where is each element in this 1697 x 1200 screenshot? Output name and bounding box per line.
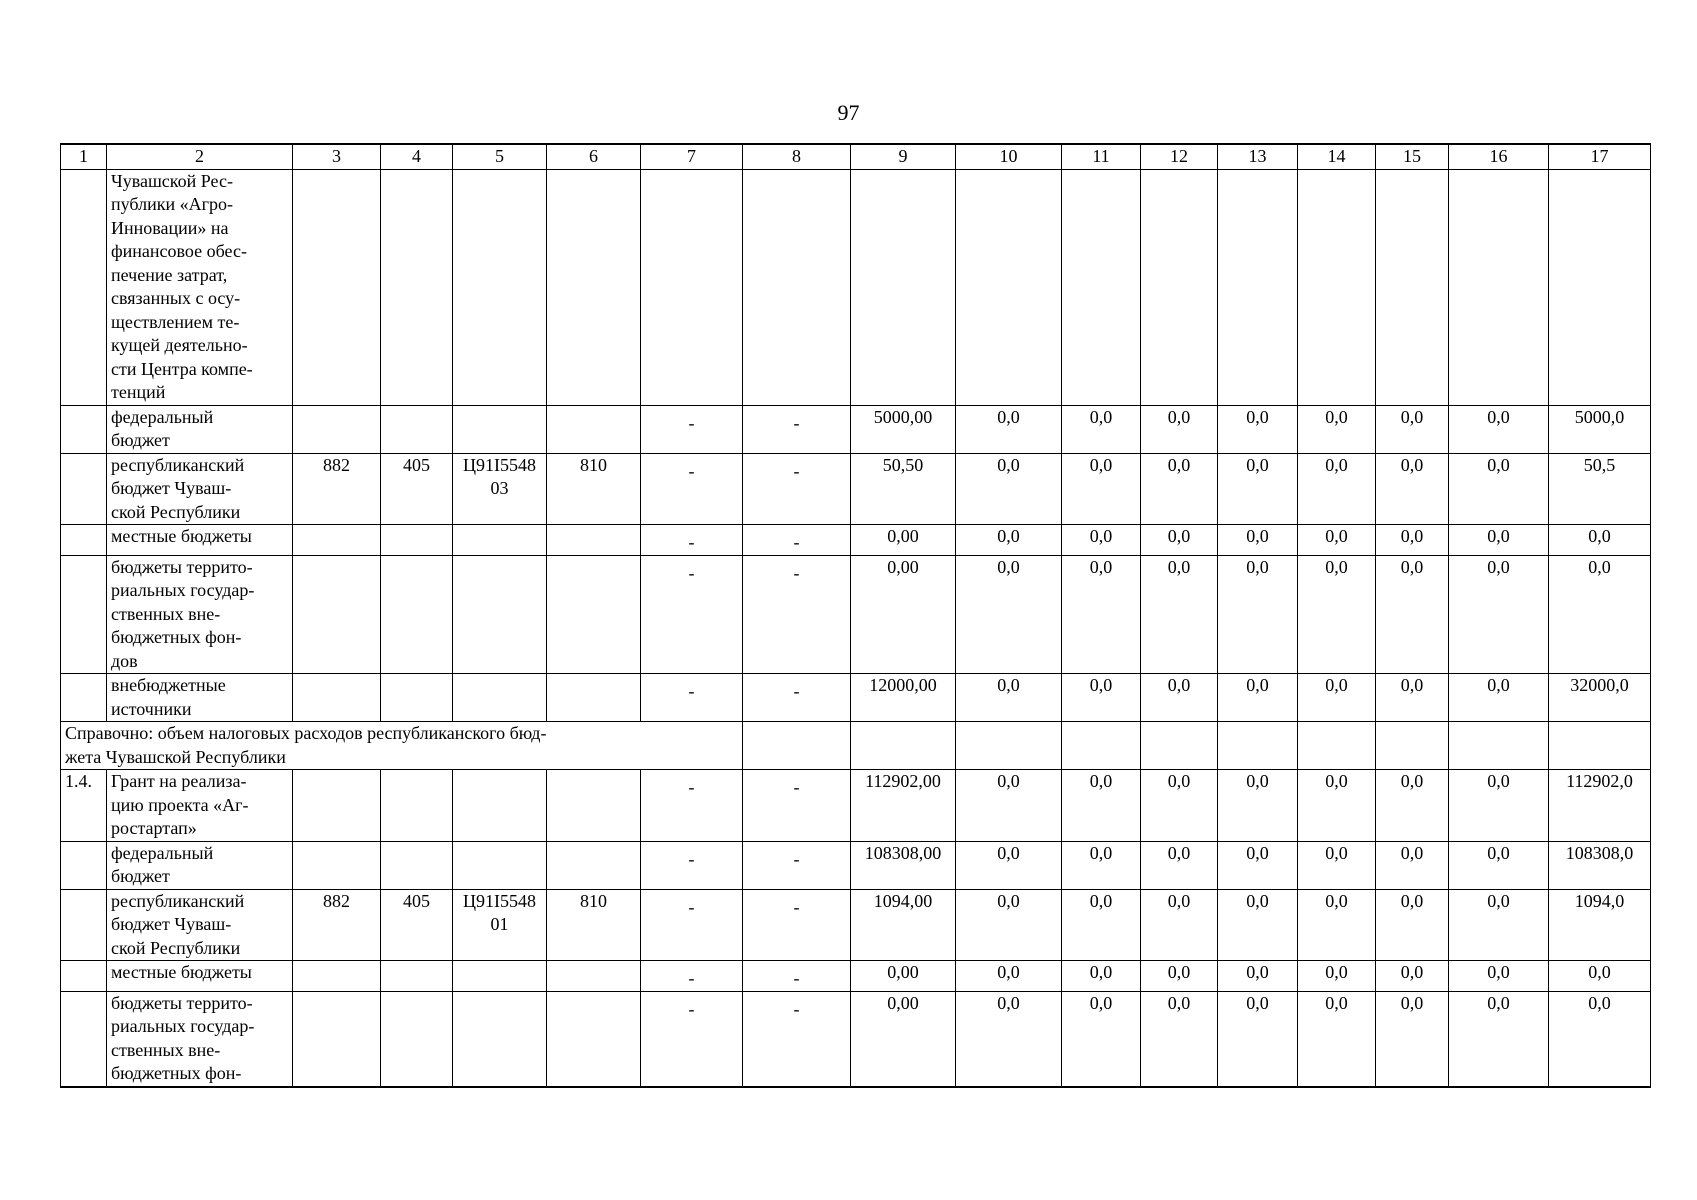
description-line: федеральный <box>111 842 214 863</box>
column-number-header: 16 <box>1449 144 1549 169</box>
description-line: внебюджетные <box>111 675 226 695</box>
target-article-cell <box>453 991 547 1087</box>
amount-cell: 0,0 <box>1141 674 1218 722</box>
column-number-header: 17 <box>1549 144 1651 169</box>
amount-cell: 1094,00 <box>851 889 956 961</box>
amount-cell: 0,0 <box>1062 555 1141 674</box>
amount-cell <box>1141 169 1218 405</box>
dash-cell <box>641 991 743 1087</box>
amount-cell: 0,0 <box>1062 674 1141 722</box>
dash-text: - <box>793 848 800 869</box>
description-cell <box>107 525 293 556</box>
amount-cell <box>1062 169 1141 405</box>
empty-cell <box>1376 722 1449 770</box>
target-article-cell <box>453 525 547 556</box>
amount-cell: 108308,0 <box>1549 841 1651 889</box>
section-code-cell <box>381 525 453 556</box>
empty-cell <box>1218 722 1298 770</box>
column-number-header: 10 <box>956 144 1062 169</box>
amount-cell: 0,0 <box>1141 770 1218 842</box>
description-line: Грант на реализа- <box>111 771 247 791</box>
amount-cell: 0,0 <box>956 961 1062 992</box>
dash-cell <box>641 889 743 961</box>
ministry-code-cell <box>293 405 381 453</box>
ministry-code-cell <box>293 169 381 405</box>
item-number-cell <box>61 841 107 889</box>
amount-cell: 0,0 <box>956 453 1062 525</box>
ministry-code-cell <box>293 555 381 674</box>
dash-text: - <box>688 998 695 1019</box>
amount-cell: 0,0 <box>1298 770 1376 842</box>
amount-cell: 0,0 <box>1549 525 1651 556</box>
amount-cell: 50,50 <box>851 453 956 525</box>
amount-cell: 0,0 <box>1549 961 1651 992</box>
description-line: Инновации» на <box>111 217 229 238</box>
amount-cell: 0,0 <box>1298 991 1376 1087</box>
description-cell <box>107 405 293 453</box>
amount-cell: 0,0 <box>956 555 1062 674</box>
amount-cell: 0,0 <box>1062 841 1141 889</box>
amount-cell: 0,0 <box>1062 525 1141 556</box>
amount-cell: 0,0 <box>1376 961 1449 992</box>
column-number-header: 3 <box>293 144 381 169</box>
description-cell <box>107 991 293 1087</box>
description-cell <box>107 453 293 525</box>
description-line: бюджет <box>111 866 170 886</box>
dash-cell <box>641 841 743 889</box>
description-cell <box>107 674 293 722</box>
amount-cell: 0,0 <box>956 770 1062 842</box>
amount-cell: 0,0 <box>1449 841 1549 889</box>
note-text: Справочно: объем налоговых расходов республиканского бюд- <box>65 723 547 743</box>
description-line: ственных вне- <box>111 603 221 624</box>
dash-cell <box>743 453 851 525</box>
column-number-header: 8 <box>743 144 851 169</box>
dash-cell <box>641 555 743 674</box>
dash-cell <box>743 555 851 674</box>
item-number-cell <box>61 991 107 1087</box>
section-code-cell: 405 <box>381 453 453 525</box>
dash-cell <box>743 889 851 961</box>
note-cell <box>61 722 743 770</box>
column-number-header: 2 <box>107 144 293 169</box>
target-article-cell <box>453 169 547 405</box>
table-row <box>61 770 1651 842</box>
dash-text: - <box>688 681 695 701</box>
dash-text: - <box>688 848 695 869</box>
ministry-code-cell <box>293 674 381 722</box>
note-text: жета Чувашской Республики <box>65 746 286 767</box>
description-line: ской Республики <box>111 501 241 522</box>
amount-cell: 0,00 <box>851 961 956 992</box>
amount-cell: 0,0 <box>1218 674 1298 722</box>
amount-cell: 0,0 <box>956 405 1062 453</box>
dash-text: - <box>688 777 695 797</box>
amount-cell: 0,0 <box>1376 453 1449 525</box>
amount-cell <box>1376 169 1449 405</box>
amount-cell: 0,0 <box>1376 555 1449 674</box>
description-line: республиканский <box>111 890 245 911</box>
expense-type-cell <box>547 169 641 405</box>
target-article-line: 01 <box>490 914 509 934</box>
dash-cell <box>743 674 851 722</box>
amount-cell: 0,0 <box>1141 555 1218 674</box>
dash-text: - <box>688 896 695 917</box>
column-number-header: 15 <box>1376 144 1449 169</box>
amount-cell: 0,0 <box>1376 841 1449 889</box>
description-line: федеральный <box>111 406 214 427</box>
dash-cell <box>641 525 743 556</box>
dash-text: - <box>793 562 800 583</box>
ministry-code-cell <box>293 770 381 842</box>
description-line: бюджеты террито- <box>111 992 253 1013</box>
amount-cell: 0,0 <box>1141 961 1218 992</box>
amount-cell: 0,0 <box>1376 525 1449 556</box>
column-number-header: 13 <box>1218 144 1298 169</box>
description-line: риальных государ- <box>111 1016 255 1036</box>
description-line: тенций <box>111 382 166 402</box>
amount-cell: 0,0 <box>1141 991 1218 1087</box>
amount-cell: 0,0 <box>1449 453 1549 525</box>
expense-type-cell <box>547 555 641 674</box>
amount-cell: 0,0 <box>1376 674 1449 722</box>
target-article-line: Ц91I5548 <box>463 890 536 911</box>
amount-cell: 1094,0 <box>1549 889 1651 961</box>
dash-text: - <box>793 896 800 917</box>
amount-cell: 0,0 <box>1298 453 1376 525</box>
amount-cell: 0,0 <box>1218 991 1298 1087</box>
column-number-header: 5 <box>453 144 547 169</box>
amount-cell: 0,0 <box>1062 770 1141 842</box>
description-line: бюджеты террито- <box>111 556 253 577</box>
amount-cell: 0,0 <box>1376 889 1449 961</box>
amount-cell: 0,0 <box>956 674 1062 722</box>
description-line: источники <box>111 698 192 719</box>
amount-cell: 0,0 <box>1062 453 1141 525</box>
ministry-code-cell <box>293 991 381 1087</box>
amount-cell: 0,00 <box>851 525 956 556</box>
column-number-header: 14 <box>1298 144 1376 169</box>
description-line: финансовое обес- <box>111 241 247 261</box>
amount-cell: 0,0 <box>1062 889 1141 961</box>
amount-cell <box>1449 169 1549 405</box>
description-cell <box>107 770 293 842</box>
dash-text: - <box>793 998 800 1019</box>
amount-cell <box>851 169 956 405</box>
amount-cell: 112902,0 <box>1549 770 1651 842</box>
amount-cell: 0,0 <box>1298 841 1376 889</box>
amount-cell: 0,0 <box>1376 405 1449 453</box>
ministry-code-cell <box>293 961 381 992</box>
amount-cell: 0,0 <box>1449 674 1549 722</box>
amount-cell: 0,0 <box>1449 405 1549 453</box>
amount-cell: 0,0 <box>1549 555 1651 674</box>
amount-cell: 0,0 <box>1449 991 1549 1087</box>
dash-text: - <box>793 681 800 701</box>
amount-cell: 0,0 <box>1062 961 1141 992</box>
page-number: 97 <box>837 100 860 125</box>
amount-cell <box>1549 169 1651 405</box>
amount-cell: 0,0 <box>1141 525 1218 556</box>
dash-cell <box>743 991 851 1087</box>
amount-cell: 0,0 <box>1549 991 1651 1087</box>
column-number-header: 9 <box>851 144 956 169</box>
amount-cell: 0,0 <box>1376 991 1449 1087</box>
amount-cell: 0,0 <box>1298 405 1376 453</box>
target-article-cell <box>453 674 547 722</box>
description-line: бюджет Чуваш- <box>111 914 232 934</box>
empty-cell <box>1141 722 1218 770</box>
empty-cell <box>1062 722 1141 770</box>
target-article-cell <box>453 841 547 889</box>
description-line: бюджет <box>111 430 170 450</box>
section-code-cell <box>381 991 453 1087</box>
amount-cell: 0,0 <box>1298 674 1376 722</box>
amount-cell: 0,0 <box>1449 961 1549 992</box>
dash-cell <box>641 674 743 722</box>
description-cell <box>107 555 293 674</box>
dash-text: - <box>793 412 800 433</box>
section-code-cell: 405 <box>381 889 453 961</box>
table-row <box>61 841 1651 889</box>
header-row <box>61 144 1651 169</box>
description-line: бюджетных фон- <box>111 627 242 647</box>
item-number-cell <box>61 453 107 525</box>
item-number-cell <box>61 961 107 992</box>
target-article-cell <box>453 405 547 453</box>
table-row <box>61 889 1651 961</box>
amount-cell: 0,0 <box>956 991 1062 1087</box>
amount-cell: 32000,0 <box>1549 674 1651 722</box>
description-line: Чувашской Рес- <box>111 170 233 191</box>
ministry-code-cell: 882 <box>293 889 381 961</box>
table-row <box>61 991 1651 1087</box>
dash-cell <box>743 770 851 842</box>
ministry-code-cell <box>293 525 381 556</box>
description-line: ственных вне- <box>111 1039 221 1060</box>
dash-text: - <box>793 532 800 552</box>
amount-cell: 50,5 <box>1549 453 1651 525</box>
empty-cell <box>1298 722 1376 770</box>
expense-type-cell <box>547 841 641 889</box>
section-code-cell <box>381 770 453 842</box>
amount-cell: 0,0 <box>1218 405 1298 453</box>
item-number-cell: 1.4. <box>61 770 107 842</box>
budget-table <box>60 143 1651 1088</box>
description-line: местные бюджеты <box>111 526 252 546</box>
description-line: сти Центра компе- <box>111 358 253 379</box>
item-number-cell <box>61 889 107 961</box>
item-number-cell <box>61 525 107 556</box>
amount-cell <box>1218 169 1298 405</box>
item-number-cell <box>61 405 107 453</box>
amount-cell: 0,0 <box>1141 889 1218 961</box>
column-number-header: 6 <box>547 144 641 169</box>
empty-cell <box>1549 722 1651 770</box>
amount-cell <box>1298 169 1376 405</box>
dash-cell <box>743 405 851 453</box>
amount-cell: 0,0 <box>1449 525 1549 556</box>
amount-cell: 0,0 <box>1062 991 1141 1087</box>
dash-text: - <box>688 460 695 481</box>
amount-cell: 0,00 <box>851 991 956 1087</box>
column-number-header: 11 <box>1062 144 1141 169</box>
dash-cell <box>641 770 743 842</box>
description-line: дов <box>111 650 138 671</box>
section-code-cell <box>381 674 453 722</box>
section-code-cell <box>381 841 453 889</box>
dash-cell <box>641 405 743 453</box>
amount-cell: 0,0 <box>1218 889 1298 961</box>
expense-type-cell <box>547 405 641 453</box>
table-row <box>61 169 1651 405</box>
target-article-cell <box>453 770 547 842</box>
amount-cell: 0,0 <box>1376 770 1449 842</box>
amount-cell: 108308,00 <box>851 841 956 889</box>
description-cell <box>107 961 293 992</box>
description-cell <box>107 169 293 405</box>
amount-cell: 0,0 <box>1141 453 1218 525</box>
dash-cell <box>743 525 851 556</box>
description-line: бюджет Чуваш- <box>111 478 232 498</box>
dash-text: - <box>793 777 800 797</box>
target-article-line: Ц91I5548 <box>463 454 536 475</box>
amount-cell: 0,0 <box>1298 555 1376 674</box>
dash-cell <box>743 841 851 889</box>
table-row <box>61 674 1651 722</box>
amount-cell: 0,00 <box>851 555 956 674</box>
description-line: риальных государ- <box>111 580 255 600</box>
amount-cell <box>956 169 1062 405</box>
dash-cell <box>641 453 743 525</box>
section-code-cell <box>381 555 453 674</box>
amount-cell: 12000,00 <box>851 674 956 722</box>
section-code-cell <box>381 961 453 992</box>
amount-cell: 0,0 <box>1141 841 1218 889</box>
empty-cell <box>956 722 1062 770</box>
description-line: ской Республики <box>111 937 241 958</box>
ministry-code-cell <box>293 841 381 889</box>
target-article-cell <box>453 555 547 674</box>
item-number-cell <box>61 169 107 405</box>
target-article-line: 03 <box>490 478 509 498</box>
amount-cell: 0,0 <box>1298 889 1376 961</box>
column-number-header: 1 <box>61 144 107 169</box>
empty-cell <box>1449 722 1549 770</box>
amount-cell: 0,0 <box>1218 841 1298 889</box>
dash-text: - <box>793 460 800 481</box>
description-cell <box>107 841 293 889</box>
section-code-cell <box>381 169 453 405</box>
table-row <box>61 555 1651 674</box>
dash-cell <box>641 961 743 992</box>
amount-cell: 0,0 <box>1218 453 1298 525</box>
ministry-code-cell: 882 <box>293 453 381 525</box>
table-row <box>61 525 1651 556</box>
amount-cell: 0,0 <box>1218 770 1298 842</box>
description-line: ществлением те- <box>111 311 240 332</box>
column-number-header: 4 <box>381 144 453 169</box>
expense-type-cell <box>547 991 641 1087</box>
item-number-cell <box>61 555 107 674</box>
section-code-cell <box>381 405 453 453</box>
dash-cell <box>743 961 851 992</box>
target-article-cell <box>453 961 547 992</box>
amount-cell: 0,0 <box>1141 405 1218 453</box>
description-line: связанных с осу- <box>111 288 241 308</box>
expense-type-cell <box>547 770 641 842</box>
empty-cell <box>851 722 956 770</box>
amount-cell: 0,0 <box>1298 525 1376 556</box>
amount-cell: 5000,0 <box>1549 405 1651 453</box>
description-line: республиканский <box>111 454 245 475</box>
column-number-header: 12 <box>1141 144 1218 169</box>
expense-type-cell <box>547 674 641 722</box>
dash-text: - <box>688 562 695 583</box>
dash-text: - <box>688 968 695 988</box>
description-line: бюджетных фон- <box>111 1063 242 1083</box>
description-line: ростартап» <box>111 818 197 838</box>
description-cell <box>107 889 293 961</box>
target-article-cell <box>453 453 547 525</box>
table-row <box>61 961 1651 992</box>
column-number-header: 7 <box>641 144 743 169</box>
item-number-cell <box>61 674 107 722</box>
description-line: местные бюджеты <box>111 962 252 982</box>
amount-cell: 0,0 <box>1218 555 1298 674</box>
amount-cell: 0,0 <box>1449 770 1549 842</box>
amount-cell: 5000,00 <box>851 405 956 453</box>
amount-cell: 0,0 <box>1298 961 1376 992</box>
dash-text: - <box>688 532 695 552</box>
expense-type-cell <box>547 961 641 992</box>
dash-cell <box>743 169 851 405</box>
amount-cell: 0,0 <box>1449 555 1549 674</box>
description-line: печение затрат, <box>111 264 228 285</box>
expense-type-cell <box>547 525 641 556</box>
amount-cell: 0,0 <box>956 525 1062 556</box>
amount-cell: 0,0 <box>1062 405 1141 453</box>
description-line: цию проекта «Аг- <box>111 794 249 815</box>
dash-text: - <box>793 968 800 988</box>
empty-cell <box>743 722 851 770</box>
expense-type-cell: 810 <box>547 889 641 961</box>
note-row <box>61 722 1651 770</box>
amount-cell: 0,0 <box>1218 525 1298 556</box>
amount-cell: 0,0 <box>956 841 1062 889</box>
expense-type-cell: 810 <box>547 453 641 525</box>
amount-cell: 0,0 <box>1449 889 1549 961</box>
amount-cell: 0,0 <box>1218 961 1298 992</box>
table-body <box>61 144 1651 1087</box>
table-row <box>61 453 1651 525</box>
dash-text: - <box>688 412 695 433</box>
amount-cell: 0,0 <box>956 889 1062 961</box>
description-line: кущей деятельно- <box>111 335 248 355</box>
target-article-cell <box>453 889 547 961</box>
dash-cell <box>641 169 743 405</box>
description-line: публики «Агро- <box>111 194 233 214</box>
amount-cell: 112902,00 <box>851 770 956 842</box>
table-row <box>61 405 1651 453</box>
